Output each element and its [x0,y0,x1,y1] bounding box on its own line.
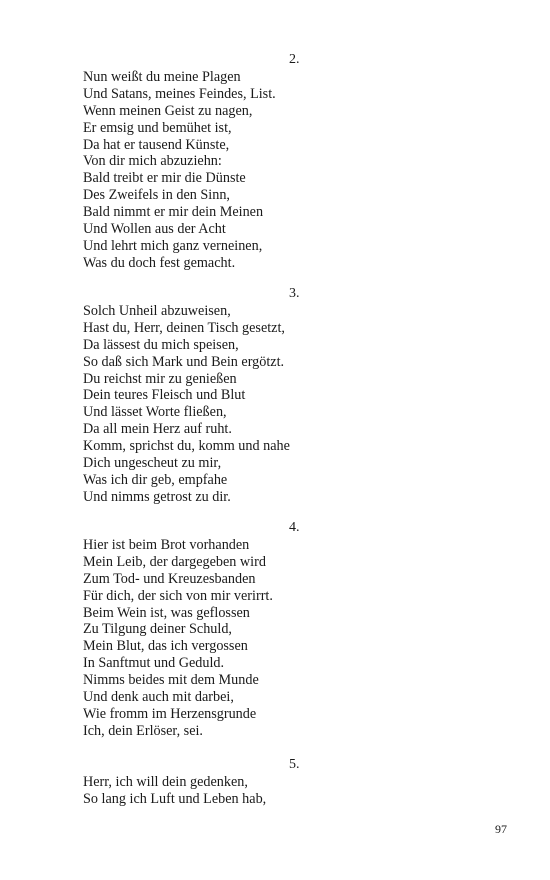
verse-line: Und lehrt mich ganz verneinen, [83,237,263,254]
verse-line: Er emsig und bemühet ist, [83,119,232,136]
verse-line: Zum Tod- und Kreuzesbanden [83,570,256,587]
verse-line: In Sanftmut und Geduld. [83,655,225,672]
stanza-5 [83,755,300,808]
verse-line: Wie fromm im Herzensgrunde [83,705,257,722]
verse-line: Hast du, Herr, deinen Tisch gesetzt, [83,319,285,336]
verse-line: Und Wollen aus der Acht [83,221,226,238]
verse-line: Nun weißt du meine Plagen [83,69,241,85]
verse-line: Da all mein Herz auf ruht. [83,421,232,438]
verse-line: Komm, sprichst du, komm und nahe [83,438,290,455]
verse-line: So daß sich Mark und Bein ergötzt. [83,353,285,370]
verse-line: Für dich, der sich von mir verirrt. [83,587,273,604]
verse-line: Da hat er tausend Künste, [83,136,230,153]
verse-line: Und nimms getrost zu dir. [83,488,231,505]
verse-line: Und lässet Worte fließen, [83,404,227,421]
verse-line: Bald treibt er mir die Dünste [83,170,246,187]
stanza-number: 5. [289,757,300,772]
verse-line: Dich ungescheut zu mir, [83,455,222,472]
verse-line: Des Zweifels in den Sinn, [83,187,230,204]
stanza-3 [83,284,300,506]
verse-line: Dein teures Fleisch und Blut [83,387,246,404]
verse-line: Solch Unheil abzuweisen, [83,303,231,319]
verse-line: Nimms beides mit dem Munde [83,672,259,689]
verse-line: Und Satans, meines Feindes, List. [83,85,276,102]
verse-line: Was ich dir geb, empfahe [83,471,228,488]
stanza-4 [83,518,300,740]
stanza-number: 3. [289,286,300,301]
verse-line: Von dir mich abzuziehn: [83,153,222,170]
stanza-number: 2. [289,52,300,67]
stanza-number: 4. [289,520,300,535]
verse-line: Und denk auch mit darbei, [83,689,234,706]
verse-line: Mein Leib, der dargegeben wird [83,553,266,570]
verse-line: Zu Tilgung deiner Schuld, [83,621,232,638]
verse-line: Bald nimmt er mir dein Meinen [83,204,264,221]
verse-line: Beim Wein ist, was geflossen [83,604,250,621]
stanza-2 [83,50,300,272]
verse-line: Ich, dein Erlöser, sei. [83,722,203,739]
verse-line: Hier ist beim Brot vorhanden [83,537,250,553]
verse-line: Da lässest du mich speisen, [83,336,239,353]
verse-line: Du reichst mir zu genießen [83,370,237,387]
verse-line: Mein Blut, das ich vergossen [83,638,248,655]
verse-line: Was du doch fest gemacht. [83,254,236,271]
verse-line: Herr, ich will dein gedenken, [83,774,248,790]
verse-line: So lang ich Luft und Leben hab, [83,790,267,807]
page-number: 97 [495,822,507,836]
verse-line: Wenn meinen Geist zu nagen, [83,102,253,119]
